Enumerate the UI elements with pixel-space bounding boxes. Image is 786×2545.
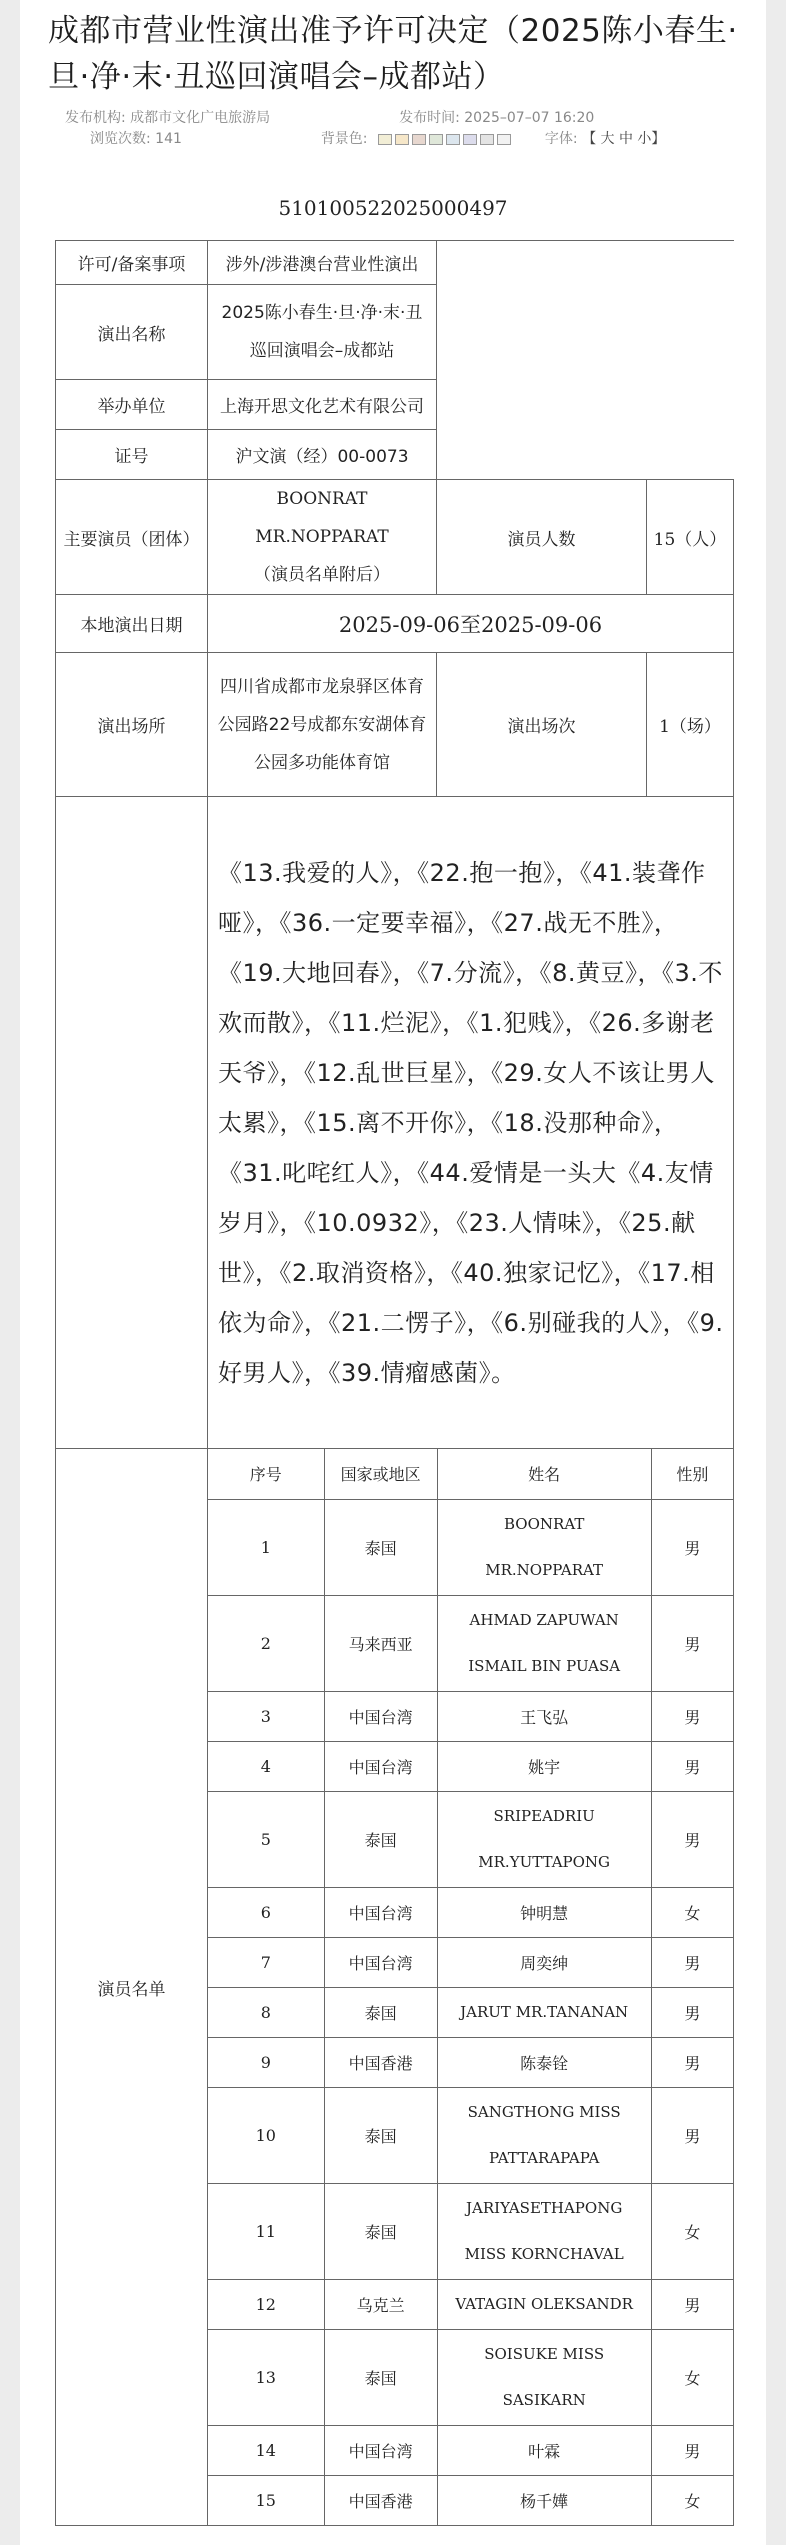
row-no: 3: [208, 1691, 324, 1741]
table-row: [208, 2183, 733, 2279]
header-no: 序号: [208, 1449, 324, 1499]
table-row: [208, 1741, 733, 1791]
views-label: 浏览次数:: [90, 131, 151, 147]
row-name-line2: MR.NOPPARAT: [485, 1561, 604, 1579]
row-region: 泰国: [324, 2329, 437, 2425]
row-name-line1: VATAGIN OLEKSANDR: [455, 2295, 633, 2313]
row-gender: 男: [651, 2279, 733, 2329]
row-no: 1: [208, 1499, 324, 1595]
venue-line1: 四川省成都市龙泉驿区体育: [220, 676, 424, 697]
license-label: 许可/备案事项: [56, 241, 208, 285]
table-row: [208, 2279, 733, 2329]
row-gender: 男: [651, 1987, 733, 2037]
row-region: 乌克兰: [324, 2279, 437, 2329]
row-no: 10: [208, 2087, 324, 2183]
header-region: 国家或地区: [324, 1449, 437, 1499]
certificate-number: 510100522025000497: [278, 196, 508, 220]
row-name-line1: 姚宇: [528, 1757, 561, 1777]
row-gender: 男: [651, 1741, 733, 1791]
bg-color-swatches: [378, 131, 514, 147]
main-actor-line1: BOONRAT MR.NOPPARAT: [255, 489, 389, 547]
row-gender: 男: [651, 1937, 733, 1987]
row-gender: 男: [651, 2037, 733, 2087]
publish-time-label: 发布时间:: [399, 110, 460, 126]
font-size-switch[interactable]: [582, 131, 665, 147]
row-name: [437, 2425, 651, 2475]
sessions-value: 1（场）: [647, 653, 734, 797]
empty-cell: [437, 241, 734, 480]
date-label: 本地演出日期: [56, 595, 208, 653]
row-name-line1: SANGTHONG MISS: [467, 2103, 621, 2121]
row-name: [437, 2475, 651, 2525]
row-gender: 男: [651, 2087, 733, 2183]
row-name-line2: PATTARAPAPA: [489, 2149, 600, 2167]
bg-swatch[interactable]: [480, 134, 494, 145]
row-region: 泰国: [324, 1791, 437, 1887]
row-name: [437, 1595, 651, 1691]
row-no: 14: [208, 2425, 324, 2475]
row-name-line2: MR.YUTTAPONG: [478, 1853, 611, 1871]
venue-line3: 公园多功能体育馆: [254, 752, 390, 773]
song-list: 《13.我爱的人》，《22.抱一抱》，《41.装聋作哑》，《36.一定要幸福》，《27.战无不胜》，《19.大地回春》，《7.分流》，《8.黄豆》，《3.不欢而散》，《11.烂泥》，《1.犯贱》，《26.多谢老天爷》，《12.乱世巨星》，《29.女人不该让男人太累》，《15.离不开你》，《18.没那种命》，《31.叱咤红人》，《44.爱情是一头大《4.友情岁月》，《10.0932》，《23.人情味》，《25.献世》，《2.取消资格》，《40.独家记忆》，《17.相依为命》，《21.二愣子》，《6.别碰我的人》，《9.好男人》，《39.情瘤感菌》。: [208, 797, 734, 1449]
row-no: 4: [208, 1741, 324, 1791]
row-name-line1: 王飞弘: [520, 1707, 569, 1727]
row-region: 中国香港: [324, 2037, 437, 2087]
show-name-line2: 巡回演唱会–成都站: [249, 341, 395, 361]
table-row: [208, 1499, 733, 1595]
table-row: [208, 2037, 733, 2087]
bg-swatch[interactable]: [395, 134, 409, 145]
license-value: 涉外/涉港澳台营业性演出: [208, 241, 437, 285]
organizer-value: 上海开思文化艺术有限公司: [208, 380, 437, 430]
venue-value: [208, 653, 437, 797]
font-size-label: 字体:: [544, 131, 578, 147]
sessions-label: 演出场次: [437, 653, 647, 797]
bg-swatch[interactable]: [446, 134, 460, 145]
roster-label: 演员名单: [56, 1449, 208, 2526]
actor-count-value: 15（人）: [647, 480, 734, 595]
organizer-label: 举办单位: [56, 380, 208, 430]
row-name-line1: JARIYASETHAPONG: [466, 2199, 623, 2217]
songs-label-cell: [56, 797, 208, 1449]
meta-row-1: [65, 107, 594, 127]
row-name: [437, 2279, 651, 2329]
row-name: [437, 1791, 651, 1887]
row-no: 2: [208, 1595, 324, 1691]
show-name-label: 演出名称: [56, 285, 208, 380]
row-no: 11: [208, 2183, 324, 2279]
row-name: [437, 2087, 651, 2183]
license-no-label: 证号: [56, 430, 208, 480]
row-gender: 男: [651, 1499, 733, 1595]
row-no: 12: [208, 2279, 324, 2329]
bg-swatch[interactable]: [463, 134, 477, 145]
row-gender: 男: [651, 2425, 733, 2475]
row-region: 泰国: [324, 1987, 437, 2037]
row-no: 15: [208, 2475, 324, 2525]
publish-time-value: 2025–07–07 16:20: [464, 110, 595, 126]
row-gender: 女: [651, 2183, 733, 2279]
row-name: [437, 2183, 651, 2279]
table-row: [208, 1595, 733, 1691]
meta-row-2: [90, 128, 665, 148]
bg-color-label: 背景色:: [320, 131, 368, 147]
font-size-options[interactable]: 【 大 中 小】: [582, 131, 666, 147]
row-name: [437, 1691, 651, 1741]
row-region: 中国台湾: [324, 1887, 437, 1937]
row-name: [437, 2037, 651, 2087]
row-region: 中国台湾: [324, 1937, 437, 1987]
row-gender: 女: [651, 1887, 733, 1937]
permit-table: [55, 240, 734, 2526]
table-row: [208, 1791, 733, 1887]
row-no: 9: [208, 2037, 324, 2087]
bg-swatch[interactable]: [412, 134, 426, 145]
row-name: [437, 1987, 651, 2037]
row-name-line1: 杨千嬅: [520, 2491, 569, 2511]
row-no: 6: [208, 1887, 324, 1937]
row-region: 泰国: [324, 2183, 437, 2279]
row-name-line2: MISS KORNCHAVAL: [464, 2245, 624, 2263]
roster-table: [208, 1449, 733, 2525]
row-no: 8: [208, 1987, 324, 2037]
table-row: [208, 1937, 733, 1987]
header-name: 姓名: [437, 1449, 651, 1499]
row-name: [437, 1937, 651, 1987]
main-actor-value: [208, 480, 437, 595]
main-actor-label: 主要演员（团体）: [56, 480, 208, 595]
row-name-line1: 钟明慧: [520, 1903, 569, 1923]
row-name-line1: BOONRAT: [504, 1515, 585, 1533]
bg-swatch[interactable]: [497, 134, 511, 145]
actor-count-label: 演员人数: [437, 480, 647, 595]
row-region: 中国台湾: [324, 1741, 437, 1791]
show-name-line1: 2025陈小春生·旦·净·末·丑: [221, 303, 423, 323]
row-region: 中国台湾: [324, 2425, 437, 2475]
row-name-line1: SRIPEADRIU: [493, 1807, 595, 1825]
table-row: [208, 2475, 733, 2525]
row-gender: 女: [651, 2475, 733, 2525]
publisher-label: 发布机构:: [65, 110, 126, 126]
row-gender: 男: [651, 1791, 733, 1887]
row-region: 马来西亚: [324, 1595, 437, 1691]
row-name-line1: SOISUKE MISS: [484, 2345, 605, 2363]
venue-label: 演出场所: [56, 653, 208, 797]
row-region: 中国香港: [324, 2475, 437, 2525]
row-name: [437, 1499, 651, 1595]
row-name: [437, 2329, 651, 2425]
publisher-value: 成都市文化广电旅游局: [130, 110, 271, 126]
row-gender: 男: [651, 1595, 733, 1691]
row-name-line1: 叶霖: [528, 2441, 561, 2461]
row-region: 泰国: [324, 1499, 437, 1595]
header-gender: 性别: [651, 1449, 733, 1499]
license-no-value: 沪文演（经）00-0073: [208, 430, 437, 480]
main-actor-line2: （演员名单附后）: [254, 565, 390, 585]
show-name-value: [208, 285, 437, 380]
row-name-line2: ISMAIL BIN PUASA: [468, 1657, 621, 1675]
roster-cell: [208, 1449, 734, 2526]
bg-swatch[interactable]: [429, 134, 443, 145]
row-name-line1: AHMAD ZAPUWAN: [469, 1611, 619, 1629]
row-name-line1: 周奕绅: [520, 1953, 569, 1973]
table-row: [208, 1887, 733, 1937]
row-name-line1: 陈泰铨: [520, 2053, 569, 2073]
table-row: [208, 2329, 733, 2425]
table-row: [208, 1987, 733, 2037]
row-name: [437, 1887, 651, 1937]
row-no: 13: [208, 2329, 324, 2425]
row-region: 中国台湾: [324, 1691, 437, 1741]
row-gender: 男: [651, 1691, 733, 1741]
row-no: 7: [208, 1937, 324, 1987]
views-value: 141: [155, 131, 182, 147]
date-value: 2025-09-06至2025-09-06: [208, 595, 734, 653]
venue-line2: 公园路22号成都东安湖体育: [217, 714, 427, 735]
table-row: [208, 2425, 733, 2475]
table-row: [208, 2087, 733, 2183]
row-region: 泰国: [324, 2087, 437, 2183]
table-row: [208, 1691, 733, 1741]
bg-swatch[interactable]: [378, 134, 392, 145]
row-name-line1: JARUT MR.TANANAN: [460, 2003, 629, 2021]
row-gender: 女: [651, 2329, 733, 2425]
page-title: 成都市营业性演出准予许可决定（2025陈小春生·旦·净·末·丑巡回演唱会–成都站）: [48, 13, 738, 95]
row-name: [437, 1741, 651, 1791]
row-no: 5: [208, 1791, 324, 1887]
row-name-line2: SASIKARN: [502, 2391, 586, 2409]
